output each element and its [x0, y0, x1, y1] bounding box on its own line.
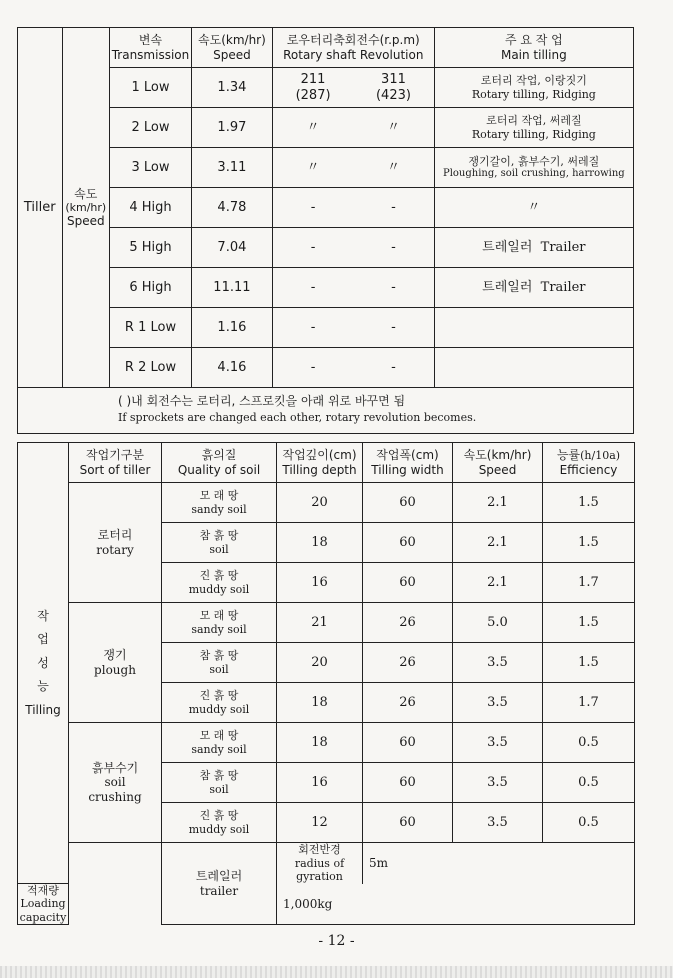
soil-cell: 참 흙 땅 soil: [162, 643, 277, 683]
soil-cell: 진 흙 땅 muddy soil: [162, 803, 277, 843]
header-transmission: 변속 Transmission: [110, 28, 192, 68]
soil-cell: 진 흙 땅 muddy soil: [162, 563, 277, 603]
work-cell: 〃: [434, 188, 633, 228]
soil-cell: 모 래 땅 sandy soil: [162, 723, 277, 763]
depth-cell: 18: [277, 523, 363, 563]
work-cell: [434, 348, 633, 388]
header-sort-of-tiller: 작업기구분 Sort of tiller: [69, 443, 162, 483]
tiller-side-label: Tiller: [18, 28, 63, 388]
load-value: 1,000kg: [277, 884, 635, 925]
table-row: [18, 483, 635, 523]
revolution-cell: 211 311 (287) (423): [272, 68, 434, 108]
table-row: [18, 348, 634, 388]
depth-cell: 12: [277, 803, 363, 843]
work-cell: 트레일러 Trailer: [434, 228, 633, 268]
table-row: [18, 148, 634, 188]
header-rotary-revolution: 로우터리축회전수(r.p.m) Rotary shaft Revolution: [272, 28, 434, 68]
depth-cell: 16: [277, 563, 363, 603]
revolution-cell: 〃 〃: [272, 148, 434, 188]
radius-label: 회전반경 radius of gyration: [277, 843, 363, 884]
speed-cell: 4.16: [191, 348, 272, 388]
speed-cell: 4.78: [191, 188, 272, 228]
efficiency-cell: 1.5: [543, 483, 635, 523]
work-cell: 쟁기갈이, 흙부수기, 써레질 Ploughing, soil crushing, harrowing: [434, 148, 633, 188]
soil-cell: 참 흙 땅 soil: [162, 523, 277, 563]
width-cell: 26: [363, 603, 453, 643]
depth-cell: 16: [277, 763, 363, 803]
efficiency-cell: 0.5: [543, 763, 635, 803]
tiller-group-plough: 쟁기 plough: [69, 603, 162, 723]
tiller-group-soil-crushing: 흙부수기 soil crushing: [69, 723, 162, 843]
table-row: [18, 308, 634, 348]
soil-cell: 참 흙 땅 soil: [162, 763, 277, 803]
tilling-performance-table: [17, 442, 635, 925]
table-row: [18, 603, 635, 643]
efficiency-cell: 1.5: [543, 603, 635, 643]
gear-cell: 3 Low: [110, 148, 192, 188]
efficiency-cell: 1.5: [543, 523, 635, 563]
soil-cell: 모 래 땅 sandy soil: [162, 603, 277, 643]
revolution-cell: - -: [272, 228, 434, 268]
work-cell: 트레일러 Trailer: [434, 268, 633, 308]
table-row: [18, 188, 634, 228]
revolution-note: ( )내 회전수는 로터리, 스프로킷을 아래 위로 바꾸면 됨 If sprockets are changed each other, rotary revolution becomes.: [18, 388, 634, 434]
header-speed: 속도(km/hr) Speed: [453, 443, 543, 483]
transmission-speed-table: [17, 27, 634, 434]
gear-cell: R 1 Low: [110, 308, 192, 348]
table-row: [18, 108, 634, 148]
speed-cell: 3.5: [453, 763, 543, 803]
soil-cell: 진 흙 땅 muddy soil: [162, 683, 277, 723]
speed-cell: 2.1: [453, 483, 543, 523]
speed-cell: 5.0: [453, 603, 543, 643]
width-cell: 26: [363, 683, 453, 723]
efficiency-cell: 0.5: [543, 723, 635, 763]
tilling-side-label: 작 업 성 능 Tilling: [18, 443, 69, 884]
depth-cell: 18: [277, 683, 363, 723]
depth-cell: 20: [277, 643, 363, 683]
depth-cell: 20: [277, 483, 363, 523]
revolution-cell: 〃 〃: [272, 108, 434, 148]
revolution-cell: - -: [272, 308, 434, 348]
speed-cell: 3.11: [191, 148, 272, 188]
speed-cell: 3.5: [453, 643, 543, 683]
gear-cell: 6 High: [110, 268, 192, 308]
efficiency-cell: 0.5: [543, 803, 635, 843]
width-cell: 60: [363, 563, 453, 603]
table-row: [18, 228, 634, 268]
header-efficiency: 능률(h/10a) Efficiency: [543, 443, 635, 483]
revolution-cell: - -: [272, 188, 434, 228]
soil-cell: 모 래 땅 sandy soil: [162, 483, 277, 523]
trailer-group: 트레일러 trailer: [162, 843, 277, 925]
efficiency-cell: 1.7: [543, 563, 635, 603]
speed-cell: 2.1: [453, 523, 543, 563]
table-row: [18, 723, 635, 763]
load-label: 적재량 Loading capacity: [18, 884, 69, 925]
header-tilling-depth: 작업깊이(cm) Tilling depth: [277, 443, 363, 483]
gear-cell: 1 Low: [110, 68, 192, 108]
depth-cell: 21: [277, 603, 363, 643]
work-cell: 로터리 작업, 써레질 Rotary tilling, Ridging: [434, 108, 633, 148]
gear-cell: R 2 Low: [110, 348, 192, 388]
revolution-cell: - -: [272, 348, 434, 388]
speed-cell: 3.5: [453, 683, 543, 723]
speed-cell: 2.1: [453, 563, 543, 603]
width-cell: 60: [363, 763, 453, 803]
depth-cell: 18: [277, 723, 363, 763]
tiller-group-rotary: 로터리 rotary: [69, 483, 162, 603]
width-cell: 60: [363, 523, 453, 563]
width-cell: 60: [363, 483, 453, 523]
gear-cell: 5 High: [110, 228, 192, 268]
table-row: [18, 68, 634, 108]
speed-side-label: 속도 (km/hr) Speed: [62, 28, 110, 388]
revolution-cell: - -: [272, 268, 434, 308]
speed-cell: 1.16: [191, 308, 272, 348]
speed-cell: 1.34: [191, 68, 272, 108]
speed-cell: 1.97: [191, 108, 272, 148]
header-tilling-width: 작업폭(cm) Tilling width: [363, 443, 453, 483]
width-cell: 60: [363, 723, 453, 763]
efficiency-cell: 1.5: [543, 643, 635, 683]
speed-cell: 3.5: [453, 803, 543, 843]
gear-cell: 4 High: [110, 188, 192, 228]
work-cell: 로터리 작업, 이랑짓기 Rotary tilling, Ridging: [434, 68, 633, 108]
table-row: [18, 268, 634, 308]
page-number: - 12 -: [318, 933, 355, 949]
header-speed: 속도(km/hr) Speed: [191, 28, 272, 68]
radius-value: 5m: [363, 843, 635, 884]
header-quality-of-soil: 흙의질 Quality of soil: [162, 443, 277, 483]
speed-cell: 7.04: [191, 228, 272, 268]
speed-cell: 11.11: [191, 268, 272, 308]
efficiency-cell: 1.7: [543, 683, 635, 723]
header-main-tilling: 주 요 작 업 Main tilling: [434, 28, 633, 68]
gear-cell: 2 Low: [110, 108, 192, 148]
speed-cell: 3.5: [453, 723, 543, 763]
width-cell: 26: [363, 643, 453, 683]
width-cell: 60: [363, 803, 453, 843]
work-cell: [434, 308, 633, 348]
table-row: [18, 843, 635, 884]
scan-edge-strip: [0, 966, 673, 978]
